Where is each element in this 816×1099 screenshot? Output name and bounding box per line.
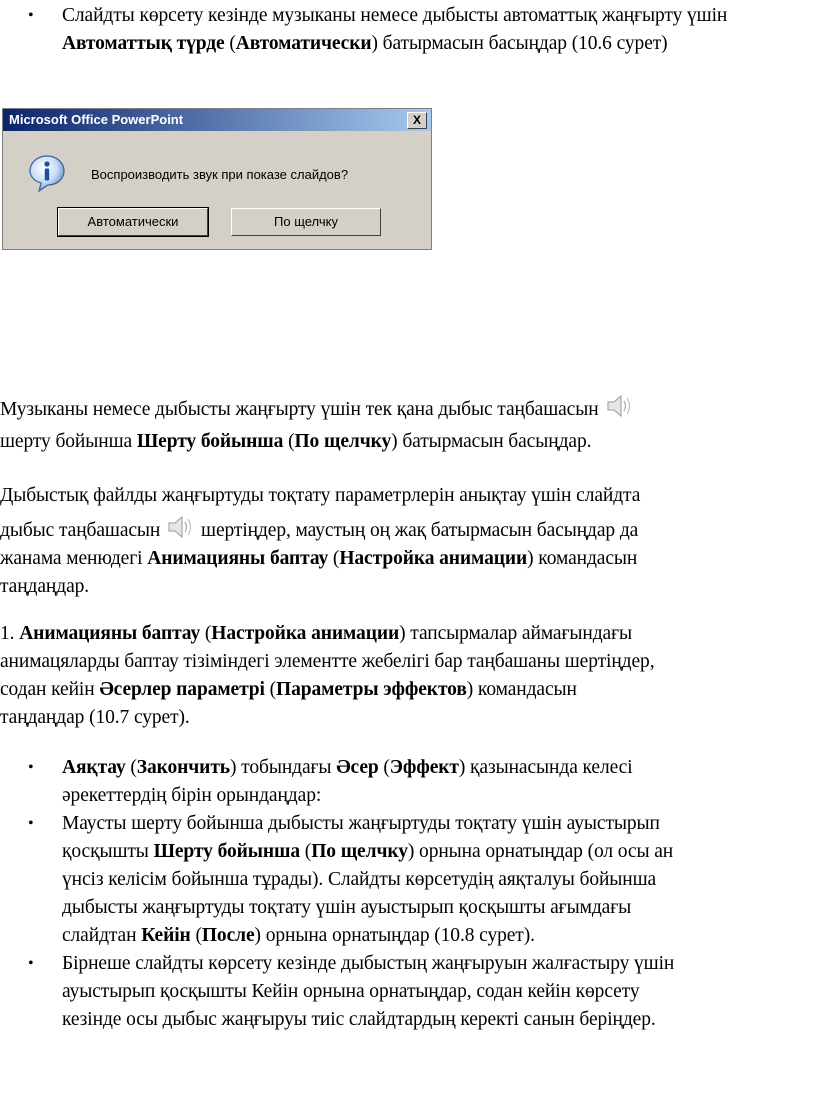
on-click-button[interactable]: По щелчку <box>231 208 381 236</box>
paragraph-stop-settings: Дыбыстық файлды жаңғыртуды тоқтату параметрлерін анықтау үшін слайдта дыбыс таңбашасын шертіңдер, маустың оң жақ батырмасын басыңдар да жанама менюдегі Анимацияны баптау (Настройка анимации) командасын таңдаңдар. <box>0 485 641 597</box>
dialog-title: Microsoft Office PowerPoint <box>9 112 184 127</box>
list-item: • Аяқтау (Закончить) тобындағы Әсер (Эффект) қазынасында келесі әрекеттердің бірін орындаңдар: <box>28 754 808 810</box>
bullet-dot: • <box>28 759 34 776</box>
speaker-icon <box>166 514 196 540</box>
intro-bullet: • Слайдты көрсету кезінде музыканы немесе дыбысты автоматтық жаңғырту үшін Автоматтық түрде (Автоматически) батырмасын басыңдар (10.6 сурет) <box>28 2 788 58</box>
auto-play-button[interactable]: Автоматически <box>58 208 208 236</box>
list-item: • Бірнеше слайдты көрсету кезінде дыбыстың жаңғыруын жалғастыру үшін ауыстырып қосқышты Кейін орнына орнатыңдар, содан кейін көрсету кезінде осы дыбыс жаңғыруы тиіс слайдтардың керекті санын беріңдер. <box>28 950 808 1034</box>
bullet-dot: • <box>28 955 34 972</box>
paragraph-sound-on-click: Музыканы немесе дыбысты жаңғырту үшін тек қана дыбыс таңбашасын шерту бойынша Шерту бойынша (По щелчку) батырмасын басыңдар. <box>0 393 810 456</box>
bullet-list <box>28 754 808 1034</box>
powerpoint-dialog <box>2 108 432 250</box>
close-button[interactable]: X <box>407 112 427 129</box>
list-item: • Маусты шерту бойынша дыбысты жаңғыртуды тоқтату үшін ауыстырып қосқышты Шерту бойынша (По щелчку) орнына орнатыңдар (ол осы ан үнсіз келісім бойынша тұрады). Слайдты көрсетудің аяқталуы бойынша дыбысты жаңғыртуды тоқтату үшін ауыстырып қосқышты ағымдағы слайдтан Кейін (После) орнына орнатыңдар (10.8 сурет). <box>28 810 808 950</box>
paragraph-effect-options: 1. Анимацияны баптау (Настройка анимации) тапсырмалар аймағындағы анимацяларды баптау тізіміндегі элементте жебелігі бар таңбашаны шертіңдер, содан кейін Әсерлер параметрі (Параметры эффектов) командасын таңдаңдар (10.7 сурет). <box>0 623 655 728</box>
info-icon <box>27 153 67 193</box>
speaker-icon <box>605 393 635 419</box>
dialog-message: Воспроизводить звук при показе слайдов? <box>91 167 349 182</box>
bullet-dot: • <box>28 815 34 832</box>
dialog-titlebar <box>3 109 431 131</box>
bullet-dot: • <box>28 7 34 24</box>
